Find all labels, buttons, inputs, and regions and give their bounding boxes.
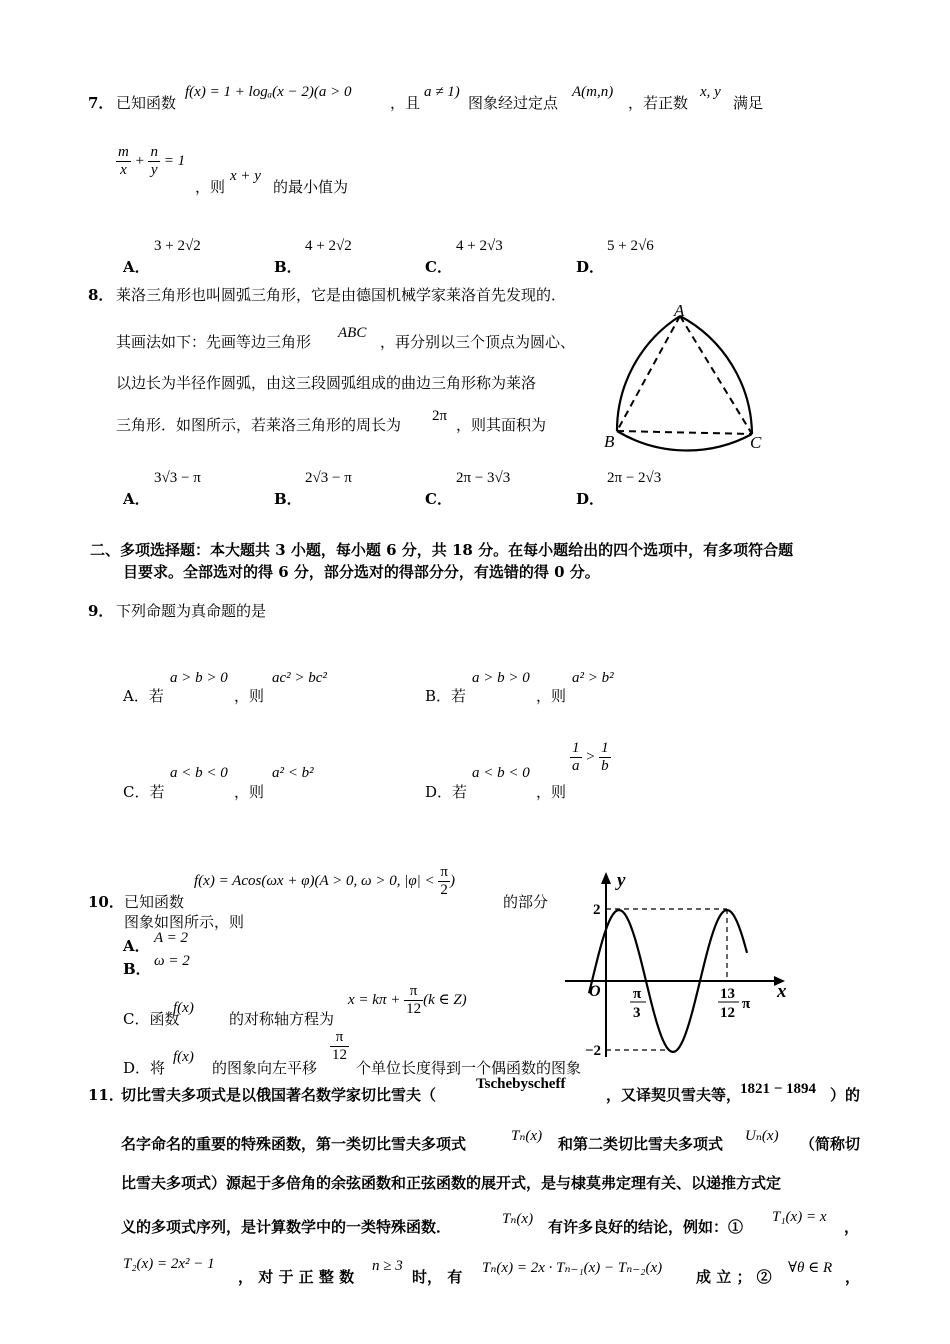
q11-text-1: 切比雪夫多项式是以俄国著名数学家切比雪夫（ — [121, 1086, 437, 1104]
q11-years: 1821 − 1894 — [740, 1081, 817, 1097]
q11-text-2: ，又译契贝雪夫等， — [606, 1086, 742, 1104]
q7-number: 7． — [88, 94, 114, 112]
q10-number: 10． — [88, 893, 124, 911]
q7-option-b-label: B． — [274, 258, 302, 276]
q11-name: Tschebyscheff — [476, 1076, 566, 1092]
q9-number: 9． — [88, 602, 114, 620]
origin-label: O — [589, 983, 601, 1000]
q7-text-1: 已知函数 — [116, 94, 177, 112]
q8-option-c-value: 2π − 3√3 — [456, 470, 511, 486]
q11-line-2c: （简称切 — [800, 1135, 861, 1153]
q8-line-3: 以边长为半径作圆弧，由这三段圆弧组成的曲边三角形称为莱洛 — [116, 374, 537, 392]
q9-option-d-cond: a < b < 0 — [472, 765, 530, 781]
q9-option-c-cond: a < b < 0 — [170, 765, 228, 781]
x-axis-label: x — [777, 981, 787, 1002]
q8-option-d-value: 2π − 2√3 — [607, 470, 662, 486]
q11-t1: T₁(x) = x — [772, 1209, 827, 1225]
q9-option-c-result: a² < b² — [272, 765, 314, 781]
q9-stem: 下列命题为真命题的是 — [116, 602, 267, 620]
section-2-header-line-1: 二、多项选择题：本大题共 3 小题，每小题 6 分，共 18 分。在每小题给出的四个选项中，有多项符合题 — [90, 541, 794, 559]
q9-option-a-then: ，则 — [234, 687, 265, 705]
q7-text-3: 图象经过定点 — [468, 94, 559, 112]
q10-option-c-label: C．函数 — [123, 1010, 180, 1028]
q7-text-2: ，且 — [390, 94, 421, 112]
q10-text-3: 图象如图所示，则 — [124, 913, 245, 931]
q10-text-2: 的部分 — [503, 893, 549, 911]
q8-option-a-value: 3√3 − π — [154, 470, 201, 486]
q7-option-c-value: 4 + 2√3 — [456, 238, 503, 254]
q10-option-c-eq: x = kπ + $\frac{\pi}{12}$ (k ∈ Z) — [348, 983, 467, 1018]
reuleaux-triangle-figure — [600, 300, 775, 455]
q8-option-c-label: C． — [425, 490, 452, 508]
q10-function: f(x) = Acos(ωx + φ)(A > 0, ω > 0, |φ| < $\frac{\pi}{2}$ ) — [194, 864, 455, 899]
q11-recurrence: Tₙ(x) = 2x · Tₙ₋₁(x) − Tₙ₋₂(x) — [482, 1260, 663, 1276]
q10-option-b-value: ω = 2 — [154, 953, 190, 969]
q11-forall: ∀θ ∈ R — [788, 1260, 833, 1276]
q7-text-7: 的最小值为 — [273, 178, 349, 196]
q7-condition: a ≠ 1) — [424, 84, 460, 100]
vertex-c-label: C — [750, 433, 762, 452]
q7-text-5: 满足 — [733, 94, 764, 112]
tick-label-pi-num: π — [633, 986, 642, 1002]
q9-option-b-then: ，则 — [536, 687, 567, 705]
q7-text-6: ，则 — [195, 178, 226, 196]
q11-t2: T₂(x) = 2x² − 1 — [123, 1256, 215, 1272]
q7-option-c-label: C． — [425, 258, 452, 276]
side-ac — [680, 316, 752, 434]
tick-label-neg2: −2 — [585, 1043, 602, 1059]
q11-line-3: 比雪夫多项式）源起于多倍角的余弦函数和正弦函数的展开式，是与棣莫弗定理有关、以递推方式定 — [121, 1174, 782, 1192]
q8-line-4b: ，则其面积为 — [456, 416, 547, 434]
q10-option-c-mid: 的对称轴方程为 — [229, 1010, 335, 1028]
q7-function: f(x) = 1 + logₐ(x − 2)(a > 0 — [185, 84, 352, 100]
tick-label-2: 2 — [593, 902, 601, 918]
q9-option-d-result: $\frac{1}{a}$ > $\frac{1}{b}$ — [572, 740, 609, 775]
q9-option-b-cond: a > b > 0 — [472, 670, 530, 686]
q8-option-a-label: A． — [123, 490, 150, 508]
q8-perimeter: 2π — [432, 408, 448, 424]
q10-option-d-label: D．将 — [123, 1059, 166, 1077]
q9-option-b-result: a² > b² — [572, 670, 614, 686]
q11-line-2a: 名字命名的重要的特殊函数，第一类切比雪夫多项式 — [121, 1135, 467, 1153]
q10-option-d-tail: 个单位长度得到一个偶函数的图象 — [356, 1059, 582, 1077]
q11-line-5c: 成 立 ； ② — [696, 1268, 772, 1286]
q8-option-d-label: D． — [576, 490, 605, 508]
q10-option-a-label: A． — [123, 937, 150, 955]
tick-label-3-den: 3 — [633, 1005, 641, 1021]
q11-line-2b: 和第二类切比雪夫多项式 — [558, 1135, 724, 1153]
q8-abc: ABC — [338, 325, 367, 341]
q8-option-b-value: 2√3 − π — [305, 470, 352, 486]
q8-line-4a: 三角形．如图所示，若莱洛三角形的周长为 — [116, 416, 402, 434]
q10-option-c-f: f(x) — [173, 1000, 194, 1016]
section-2-header-line-2: 目要求。全部选对的得 6 分，部分选对的得部分分，有选错的得 0 分。 — [123, 563, 600, 581]
q9-option-c-then: ，则 — [234, 783, 265, 801]
q9-option-a-result: ac² > bc² — [272, 670, 327, 686]
tick-label-12-den: 12 — [720, 1005, 735, 1021]
q11-text-3: ）的 — [830, 1086, 861, 1104]
q9-option-a-cond: a > b > 0 — [170, 670, 228, 686]
q10-text-1: 已知函数 — [124, 893, 185, 911]
vertex-b-label: B — [604, 432, 615, 451]
q11-line-4b: 有许多良好的结论，例如：① — [548, 1218, 744, 1236]
q7-text-4: ，若正数 — [628, 94, 689, 112]
q7-option-a-label: A． — [123, 258, 150, 276]
q7-option-d-label: D． — [576, 258, 605, 276]
q9-option-d-label: D．若 — [425, 783, 468, 801]
side-bc — [617, 431, 752, 434]
q9-option-d-then: ，则 — [536, 783, 567, 801]
q11-tn: Tₙ(x) — [511, 1128, 543, 1144]
q11-tn-2: Tₙ(x) — [502, 1211, 534, 1227]
q8-option-b-label: B． — [274, 490, 302, 508]
q9-option-c-label: C．若 — [123, 783, 165, 801]
q10-option-d-f: f(x) — [173, 1049, 194, 1065]
cosine-graph-figure — [555, 862, 795, 1062]
side-ab — [617, 316, 680, 431]
q10-option-d-shift: $\frac{\pi}{12}$ — [332, 1029, 347, 1064]
q11-un: Uₙ(x) — [745, 1128, 779, 1144]
tick-label-13-pi: π — [742, 996, 751, 1012]
q7-point: A(m,n) — [572, 84, 614, 100]
q9-option-b-label: B．若 — [425, 687, 467, 705]
q11-comma: ， — [844, 1218, 860, 1236]
q7-constraint: $\frac{m}{x}$ + $\frac{n}{y}$ = 1 — [118, 144, 186, 179]
q8-line-1: 莱洛三角形也叫圆弧三角形，它是由德国机械学家莱洛首先发现的． — [116, 286, 567, 304]
q11-number: 11． — [88, 1086, 124, 1104]
q8-line-2a: 其画法如下：先画等边三角形 — [116, 333, 312, 351]
q8-line-2b: ，再分别以三个顶点为圆心、 — [380, 333, 576, 351]
q7-option-b-value: 4 + 2√2 — [305, 238, 352, 254]
q11-line-4a: 义的多项式序列，是计算数学中的一类特殊函数． — [121, 1218, 452, 1236]
q7-option-d-value: 5 + 2√6 — [607, 238, 654, 254]
q10-option-b-label: B． — [123, 960, 151, 978]
q7-expr: x + y — [230, 168, 261, 184]
q10-option-d-mid: 的图象向左平移 — [212, 1059, 318, 1077]
q11-n-geq-3: n ≥ 3 — [372, 1258, 403, 1274]
q7-vars: x, y — [700, 84, 721, 100]
q11-end-comma: ， — [845, 1268, 861, 1286]
arc-ac — [680, 316, 752, 434]
vertex-a-label: A — [674, 301, 685, 320]
q11-line-5a: ， 对 于 正 整 数 — [238, 1268, 355, 1286]
q10-option-a-value: A = 2 — [154, 930, 189, 946]
y-axis-arrow — [601, 872, 611, 884]
q11-line-5b: 时， 有 — [412, 1268, 463, 1286]
q9-option-a-label: A．若 — [123, 687, 164, 705]
y-axis-label: y — [617, 870, 626, 891]
tick-label-13-num: 13 — [720, 986, 735, 1002]
q8-number: 8． — [88, 286, 114, 304]
q7-option-a-value: 3 + 2√2 — [154, 238, 201, 254]
